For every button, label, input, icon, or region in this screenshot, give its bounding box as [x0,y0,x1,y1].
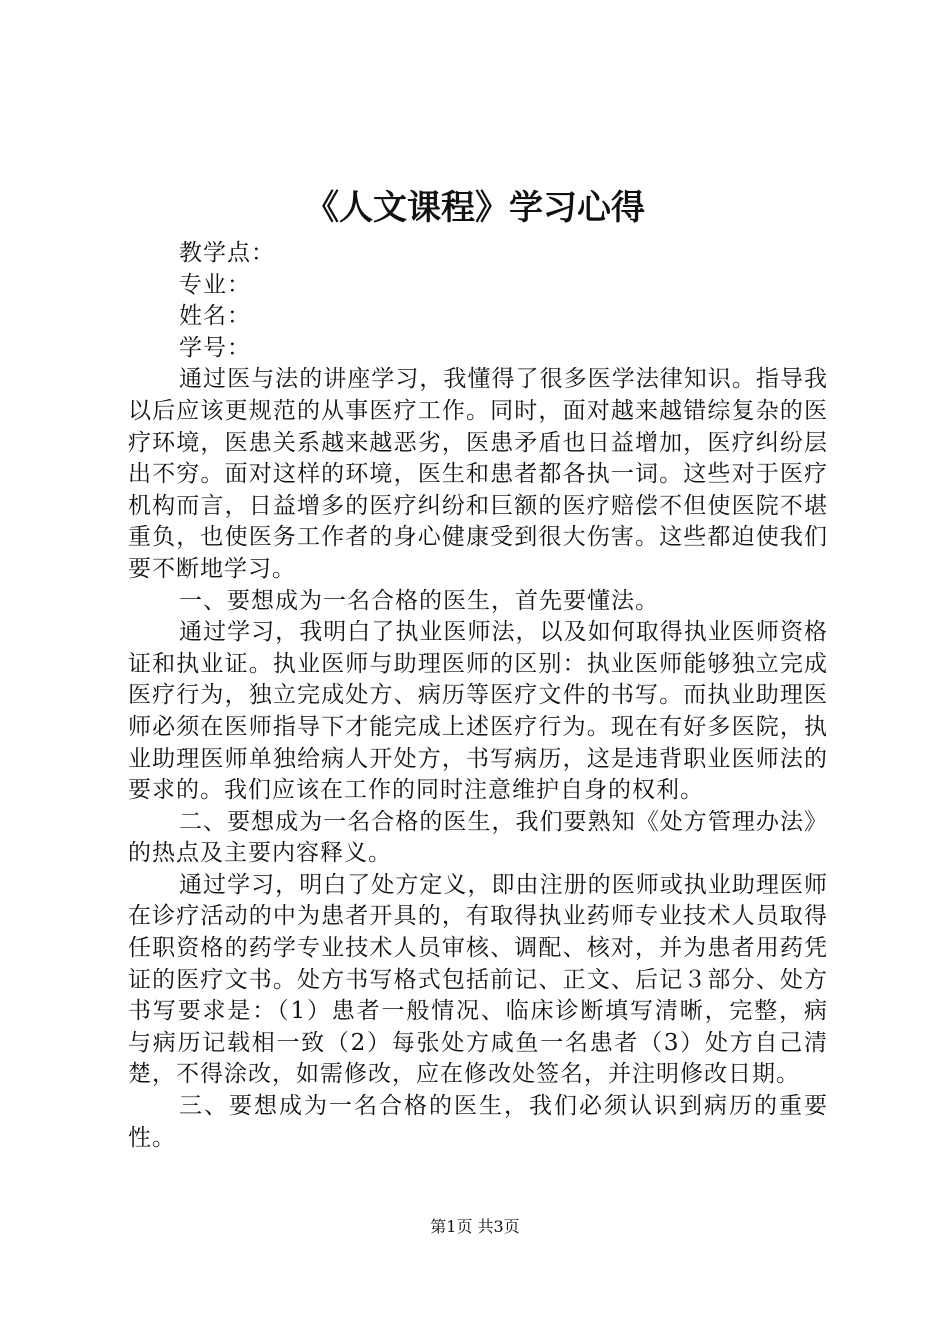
paragraph-section-1: 通过学习，我明白了执业医师法，以及如何取得执业医师资格证和执业证。执业医师与助理医师的区别：执业医师能够独立完成医疗行为，独立完成处方、病历等医疗文件的书写。而执业助理医师必须在医师指导下才能完成上述医疗行为。现在有好多医院，执业助理医师单独给病人开处方，书写病历，这是违背职业医师法的要求的。我们应该在工作的同时注意维护自身的权利。 [128,619,828,804]
field-major: 专业： [179,271,251,298]
field-student-id: 学号： [179,334,251,361]
field-teaching-site: 教学点： [179,240,275,266]
section-heading-2: 二、要想成为一名合格的医生，我们要熟知《处方管理办法》的热点及主要内容释义。 [128,808,828,867]
document-title: 《人文课程》学习心得 [305,188,645,228]
page-footer: 第1页 共3页 [430,1217,520,1236]
paragraph-section-2: 通过学习，明白了处方定义，即由注册的医师或执业助理医师在诊疗活动的中为患者开具的，有取得执业药师专业技术人员取得任职资格的药学专业技术人员审核、调配、核对，并为患者用药凭证的医疗文书。处方书写格式包括前记、正文、后记３部分、处方书写要求是：（1）患者一般情况、临床诊断填写清晰，完整，病与病历记载相一致（2）每张处方咸鱼一名患者（3）处方自己清楚，不得涂改，如需修改，应在修改处签名，并注明修改日期。 [128,871,828,1088]
field-name: 姓名： [179,303,251,330]
section-heading-1: 一、要想成为一名合格的医生，首先要懂法。 [179,587,659,614]
document-body [128,238,828,1154]
section-heading-3: 三、要想成为一名合格的医生，我们必须认识到病历的重要性。 [128,1093,828,1151]
paragraph-intro: 通过医与法的讲座学习，我懂得了很多医学法律知识。指导我以后应该更规范的从事医疗工作。同时，面对越来越错综复杂的医疗环境，医患关系越来越恶劣，医患矛盾也日益增加，医疗纠纷层出不穷。面对这样的环境，医生和患者都各执一词。这些对于医疗机构而言，日益增多的医疗纠纷和巨额的医疗赔偿不但使医院不堪重负，也使医务工作者的身心健康受到很大伤害。这些都迫使我们要不断地学习。 [128,366,828,582]
